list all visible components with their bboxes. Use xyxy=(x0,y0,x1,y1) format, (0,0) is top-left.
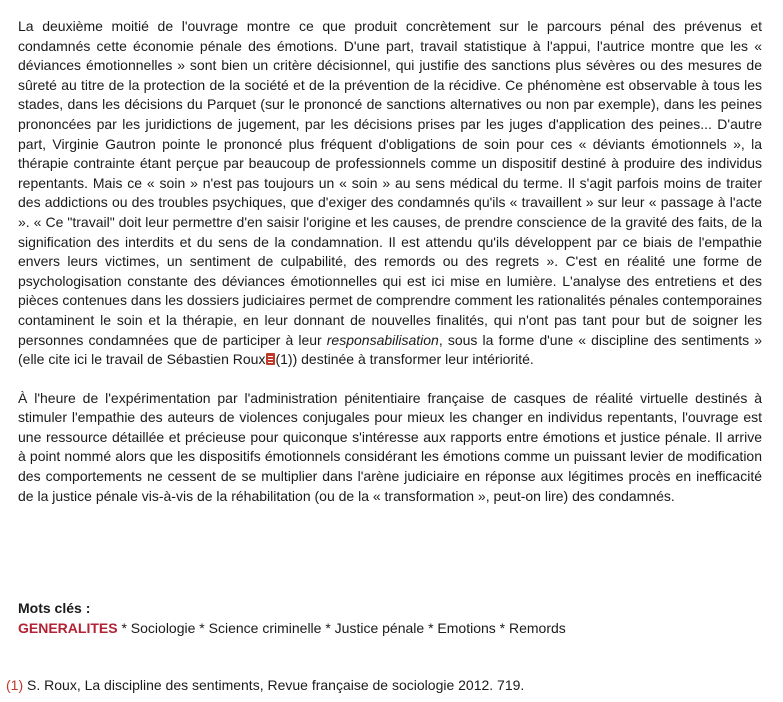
paragraph-1-text-a: La deuxième moitié de l'ouvrage montre ce que produit concrètement sur le parcours pénal des prévenus et condamnés cette économie pénale des émotions. D'une part, travail statistique à l'appui, l'autrice montre que les « déviances émotionnelles » sont bien un critère décisionnel, qui justifie des sanctions plus sévères ou des mesures de sûreté au titre de la protection de la société et de la prévention de la récidive. Ce phénomène est observable à tous les stades, dans les décisions du Parquet (sur le prononcé de sanctions alternatives ou non par exemple), dans les peines prononcées par les juridictions de jugement, par les décisions prises par les juges d'application des peines... D'autre part, Virginie Gautron pointe le prononcé plus fréquent d'obligations de soin pour ces « déviants émotionnels », la thérapie contrainte étant perçue par beaucoup de professionnels comme un dispositif destiné à produire des individus repentants. Mais ce « soin » n'est pas toujours un « soin » au sens médical du terme. Il s'agit parfois moins de traiter des addictions ou des troubles psychiques, que d'exiger des condamnés qu'ils « travaillent » sur leur « passage à l'acte ». « Ce "travail" doit leur permettre d'en saisir l'origine et les causes, de prendre conscience de la gravité des faits, de la signification des interdits et du sens de la condamnation. Il est attendu qu'ils développent par ce biais de l'empathie envers leurs victimes, un sentiment de culpabilité, des remords ou des regrets ». C'est en réalité une forme de psychologisation constante des déviances émotionnelles qui est ici mise en lumière. L'analyse des entretiens et des pièces contenues dans les dossiers judiciaires permet de comprendre comment les rationalités pénales contemporaines contaminent le soin et la thérapie, en leur donnant de nouvelles finalités, qui n'ont pas tant pour but de soigner les personnes condamnées que de participer à leur xyxy=(18,18,762,348)
emphasis-responsabilisation: responsabilisation xyxy=(326,331,439,348)
keywords-section xyxy=(18,598,566,638)
paragraph-1-text-c: ) destinée à transformer leur intériorité. xyxy=(292,351,534,368)
keyword-primary-link[interactable]: GENERALITES xyxy=(18,620,118,636)
footnote-reference-1[interactable]: (1) xyxy=(275,351,293,368)
paragraph-1-text-b: , sous la forme d'une « discipline des sentiments » (elle cite ici le travail de Sébastien Roux xyxy=(18,331,762,368)
keywords-heading: Mots clés : xyxy=(18,600,91,616)
keywords-rest: * Sociologie * Science criminelle * Justice pénale * Emotions * Remords xyxy=(117,620,566,636)
article-body xyxy=(18,17,762,506)
footnote-text: S. Roux, La discipline des sentiments, Revue française de sociologie 2012. 719. xyxy=(23,677,525,693)
note-icon[interactable] xyxy=(266,353,275,365)
article-paragraph-2: À l'heure de l'expérimentation par l'administration pénitentiaire française de casques de réalité virtuelle destinés à stimuler l'empathie des auteurs de violences conjugales pour mieux les changer en individus repentants, l'ouvrage est une ressource détaillée et précieuse pour quiconque s'intéresse aux rapports entre émotions et justice pénale. Il arrive à point nommé alors que les dispositifs émotionnels considérant les émotions comme un puissant levier de modification des comportements ne cessent de se multiplier dans l'arène judiciaire en réponse aux légitimes procès en inefficacité de la justice pénale vis-à-vis de la réhabilitation (ou de la « transformation », peut-on lire) des condamnés. xyxy=(18,389,762,504)
article-paragraph-1 xyxy=(18,17,762,370)
keywords-list xyxy=(18,618,566,638)
footnote-marker[interactable]: (1) xyxy=(6,677,24,693)
footnote xyxy=(6,675,524,695)
